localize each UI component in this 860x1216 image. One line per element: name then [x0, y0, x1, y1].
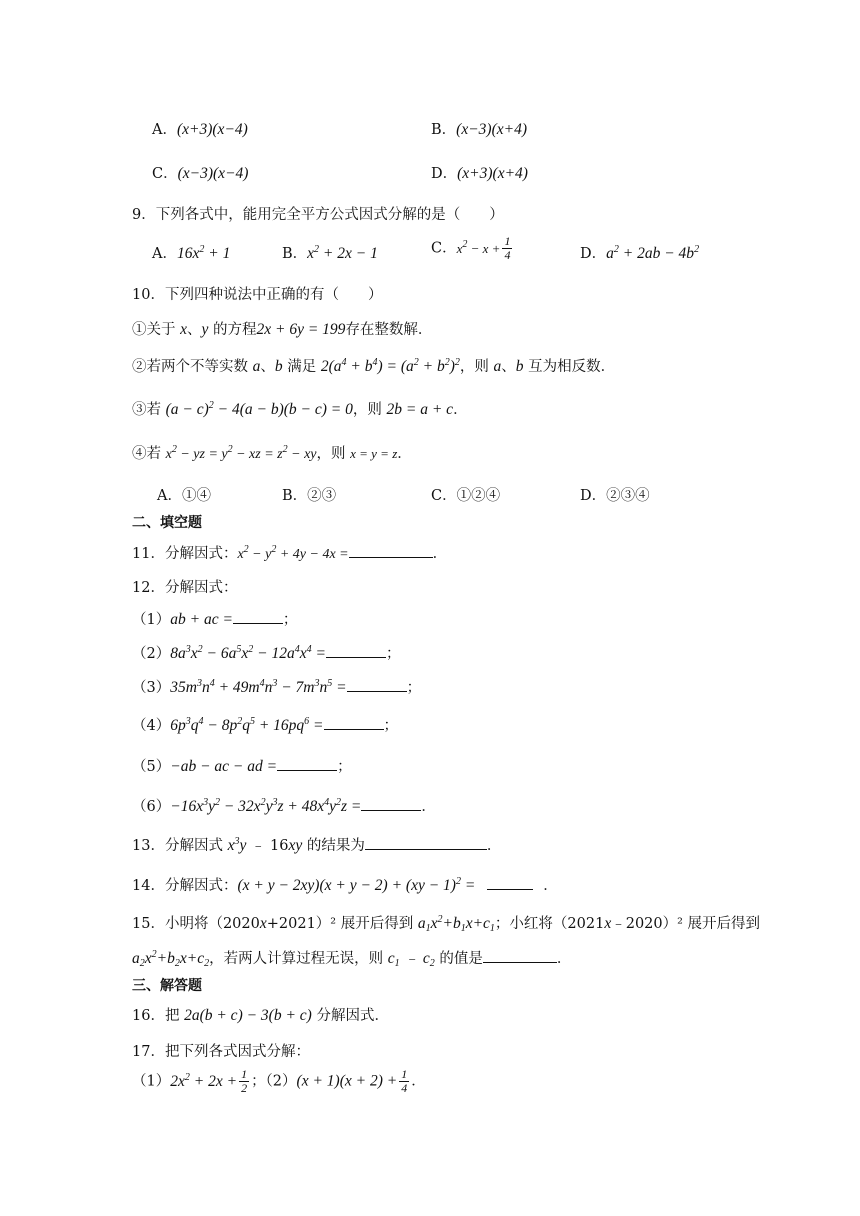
math: 2x + 6y = 199 — [256, 321, 346, 338]
q17-parts — [132, 1068, 426, 1095]
text: ，则 — [459, 359, 489, 375]
q12-part-2 — [132, 642, 400, 663]
math: a — [493, 358, 502, 375]
text: ②若两个不等实数 — [132, 359, 248, 375]
answer-blank[interactable] — [326, 643, 386, 658]
math: x — [259, 915, 267, 932]
text: 13．分解因式 — [132, 838, 228, 854]
option-expr: $a^2 + 2ab - 4b^2$ — [606, 244, 700, 262]
q10-option-a: A．①④ — [157, 488, 211, 504]
q8-option-d — [431, 162, 528, 183]
text: ． — [556, 951, 572, 967]
option-label: C． — [431, 240, 457, 257]
option-expr: $x^2 + 2x - 1$ — [307, 244, 378, 262]
option-expr: $x^2 - x$ + — [456, 238, 501, 256]
text: （2） — [132, 646, 171, 662]
text: 存在整数解． — [345, 322, 433, 338]
option-label: B． — [282, 246, 308, 262]
math: $35m^3n^4 + 49m^4n^3 - 7m^3n^5$ = — [170, 678, 347, 696]
q14 — [132, 874, 558, 895]
math: $(a - c)^2 - 4(a - b)(b - c) = 0$ — [165, 400, 353, 418]
math: x = y = z — [350, 446, 398, 461]
math: $8a^3x^2 - 6a^5x^2 - 12a^4x^4$ = — [170, 644, 326, 662]
q12-part-5 — [132, 755, 352, 776]
text: （1） — [132, 612, 171, 628]
text: ； — [385, 646, 401, 662]
section-heading-solutions: 三、解答题 — [132, 978, 202, 994]
text: （6） — [132, 799, 171, 815]
math: $2(a^4 + b^4) = (a^2 + b^2)^2$ — [320, 357, 460, 375]
math: b — [515, 358, 524, 375]
q9-option-b — [282, 242, 378, 263]
answer-blank[interactable] — [349, 543, 433, 558]
q12-part-6 — [132, 795, 436, 816]
q16 — [132, 1004, 389, 1025]
option-expr: (x+3)(x−4) — [176, 121, 248, 138]
text: 分解因式． — [311, 1008, 389, 1024]
q8-option-a — [152, 118, 248, 139]
text: ． — [432, 546, 448, 562]
text: ． — [411, 1073, 426, 1090]
text: ③若 — [132, 402, 161, 418]
math: $2x^2 + 2x$ + — [170, 1071, 238, 1090]
math: x — [180, 321, 187, 338]
text: ； — [406, 680, 422, 696]
q8-option-b — [431, 118, 527, 139]
answer-blank[interactable] — [233, 609, 283, 624]
q10-statement-4 — [132, 442, 412, 463]
q17-stem: 17．把下列各式因式分解： — [132, 1044, 310, 1060]
text: ． — [486, 838, 502, 854]
text: ． — [543, 878, 558, 894]
q10-statement-2: ②若两个不等实数 a、b 满足 $2(a^4 + b^4) = (a^2 + b^2)^2$，则 a、b 互为相反数． — [132, 357, 616, 375]
q15-line-1 — [132, 912, 760, 933]
answer-blank[interactable] — [277, 756, 337, 771]
math: $-16x^3y^2 - 32x^2y^3z + 48x^4y^2z$ = — [170, 797, 362, 815]
q12-part-4 — [132, 714, 398, 735]
text: ． — [421, 799, 436, 815]
option-expr: (x−3)(x+4) — [456, 121, 527, 138]
text: ，则 — [352, 402, 382, 418]
math: $x^3y$ — [227, 836, 247, 854]
fraction: $\frac{1}{4}$ — [401, 1067, 408, 1095]
math: (x + 1)(x + 2) + — [296, 1072, 398, 1090]
text: 11．分解因式： — [132, 546, 238, 562]
q9-option-d — [580, 242, 699, 263]
option-expr: $16x^2 + 1$ — [176, 244, 231, 262]
answer-blank[interactable] — [483, 948, 557, 963]
text: ﹣2020）² 展开后得到 — [611, 916, 761, 932]
q10-option-b: B．②③ — [282, 488, 337, 504]
fraction: $\frac{1}{2}$ — [241, 1067, 248, 1095]
option-label: C． — [152, 166, 178, 182]
math: $6p^3q^4 - 8p^2q^5 + 16pq^6$ = — [170, 716, 324, 734]
text: ； — [282, 612, 298, 628]
q12-stem: 12．分解因式： — [132, 580, 238, 596]
math: $a_2x^2+b_2x+c_2$ — [132, 949, 210, 969]
answer-blank[interactable] — [361, 796, 421, 811]
q10-statement-3 — [132, 398, 468, 419]
text: 16．把 — [132, 1008, 185, 1024]
text: ； — [337, 759, 352, 775]
math: b — [274, 358, 283, 375]
math: $a_1x^2+b_1x+c_1$ — [417, 914, 495, 934]
section-heading-fill-in: 二、填空题 — [132, 515, 202, 531]
fraction: $\frac{1}{4}$ — [504, 234, 511, 262]
text: 满足 — [287, 359, 317, 375]
q8-option-c — [152, 162, 248, 183]
text: 的值是 — [434, 951, 483, 967]
option-expr: (x−3)(x−4) — [177, 165, 249, 182]
answer-blank[interactable] — [365, 835, 487, 850]
math: 2b = a + c — [386, 401, 454, 418]
text: 14．分解因式： — [132, 878, 238, 894]
option-label: A． — [152, 122, 177, 138]
math: $c_1$ ﹣ $c_2$ — [387, 950, 435, 969]
q11 — [132, 542, 447, 563]
text: 的方程 — [213, 322, 257, 338]
q10-option-d: D．②③④ — [580, 488, 650, 504]
math: −ab − ac − ad = — [170, 758, 278, 775]
q9-option-c — [431, 235, 514, 262]
option-label: D． — [431, 166, 458, 182]
math: $x^2$ − yz = $y^2$ − xz = $z^2$ − xy — [165, 444, 317, 462]
q10-statement-1: ①关于 x、y 的方程2x + 6y = 199存在整数解． — [132, 321, 433, 338]
text: （1） — [132, 1073, 171, 1090]
option-expr: (x+3)(x+4) — [457, 165, 528, 182]
q10-stem: 10．下列四种说法中正确的有（ ） — [132, 287, 383, 303]
q12-part-3 — [132, 676, 421, 697]
q10-option-c: C．①②④ — [431, 488, 501, 504]
q9-stem: 9．下列各式中，能用完全平方公式因式分解的是（ ） — [132, 207, 504, 223]
math: xy — [288, 837, 303, 854]
text: 互为相反数． — [528, 359, 616, 375]
text: +2021）² 展开后得到 — [266, 916, 418, 932]
text: ④若 — [132, 446, 161, 462]
option-label: A． — [152, 246, 177, 262]
text: ①关于 — [132, 322, 176, 338]
text: （3） — [132, 680, 171, 696]
text: 15．小明将（2020 — [132, 916, 260, 932]
q12-part-1 — [132, 608, 297, 629]
text: （5） — [132, 759, 171, 775]
text: ． — [453, 402, 468, 418]
text: ；小红将（2021 — [494, 916, 605, 932]
math: (x + y − 2xy)(x + y − 2) + (xy − 1)$^2$ = — [237, 876, 480, 894]
text: ． — [397, 446, 412, 462]
q13: 13．分解因式 $x^3y$ ﹣ 16xy 的结果为 ． — [132, 836, 502, 854]
answer-blank[interactable] — [487, 875, 533, 890]
answer-blank[interactable] — [324, 715, 384, 730]
option-label: B． — [431, 122, 457, 138]
math: x — [604, 915, 612, 932]
math: ab + ac = — [170, 611, 233, 628]
text: ；（2） — [251, 1073, 297, 1090]
answer-blank[interactable] — [347, 677, 407, 692]
text: 的结果为 — [302, 838, 365, 854]
text: ； — [383, 718, 399, 734]
math: a — [252, 358, 261, 375]
text: ，若两人计算过程无误，则 — [209, 951, 388, 967]
math: y — [201, 321, 209, 338]
text: ，则 — [316, 446, 346, 462]
q9-option-a — [152, 242, 230, 263]
math: $x^2 - y^2 + 4y - 4x$ = — [237, 544, 349, 562]
math: 2a(b + c) − 3(b + c) — [184, 1007, 312, 1024]
option-label: D． — [580, 246, 607, 262]
text: （4） — [132, 718, 171, 734]
q15-line-2 — [132, 946, 571, 968]
